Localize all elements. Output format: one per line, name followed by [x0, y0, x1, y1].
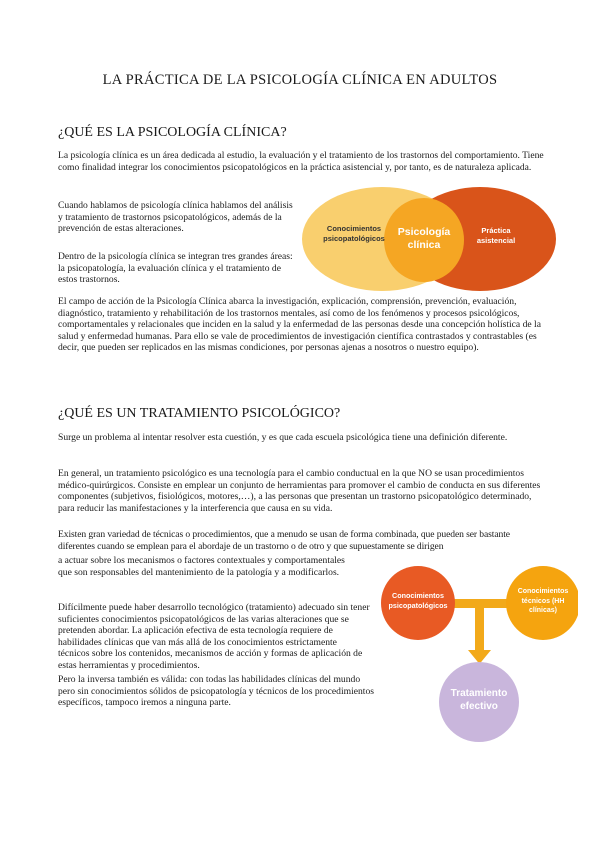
page-title: LA PRÁCTICA DE LA PSICOLOGÍA CLÍNICA EN ADULTOS: [102, 72, 498, 88]
connector-stem: [475, 606, 484, 652]
bottom-circle-label: Tratamiento efectivo: [450, 688, 508, 712]
paragraph: La psicología clínica es un área dedicada al estudio, la evaluación y el tratamiento de los trastornos del comportamiento. Tiene como finalidad integrar los conocimientos psicopatológicos en la práctica asistencial y, por tanto, es de naturaleza aplicada.: [58, 150, 544, 173]
paragraph: Cuando hablamos de psicología clínica hablamos del análisis y tratamiento de trastornos psicopatológicos, además de la prevención de estas alteraciones.: [58, 200, 293, 235]
venn-center-label: Psicología clínica: [397, 226, 451, 251]
paragraph: Dentro de la psicología clínica se integran tres grandes áreas: la psicopatología, la evaluación clínica y el tratamiento de estos trastornos.: [58, 251, 293, 286]
paragraph: Surge un problema al intentar resolver esta cuestión, y es que cada escuela psicológica tiene una definición diferente.: [58, 432, 508, 443]
paragraph: Difícilmente puede haber desarrollo tecnológico (tratamiento) adecuado sin tener suficientes conocimientos psicopatológicos de las varias alteraciones que se pretenden abordar. La aplicación efectiva de esta tecnología requiere de habilidades clínicas que van más allá de los conocimientos estrictamente técnicos sobre los contenidos, mecanismos de acción y formas de aplicación de estas herramientas y procedimientos.: [58, 602, 370, 671]
left-circle-label: Conocimientos psicopatológicos: [388, 591, 448, 610]
paragraph: En general, un tratamiento psicológico es una tecnología para el cambio conductual en la que NO se usan procedimientos médico-quirúrgicos. Consiste en emplear un conjunto de herramientas para promover el cambio de conducta en sus diferentes componentes (subjetivos, fisiológicos, motores,…), a las personas que presentan un trastorno psicopatológico determinado, para reducir las manifestaciones y la interferencia que causa en su vida.: [58, 468, 541, 514]
section-heading-tratamiento: ¿QUÉ ES UN TRATAMIENTO PSICOLÓGICO?: [58, 406, 341, 421]
right-circle-label: Conocimientos técnicos (HH clínicas): [517, 588, 569, 614]
arrow-down-icon: [468, 650, 491, 664]
venn-left-label: Conocimientos psicopatológicos: [323, 224, 385, 243]
section-heading-psicologia-clinica: ¿QUÉ ES LA PSICOLOGÍA CLÍNICA?: [58, 125, 287, 140]
venn-diagram: [300, 184, 560, 294]
treatment-diagram: [378, 560, 578, 750]
paragraph: Pero la inversa también es válida: con todas las habilidades clínicas del mundo pero sin conocimientos sólidos de psicopatología y técnicos de los procedimientos específicos, tampoco iremos a ninguna parte.: [58, 674, 374, 709]
venn-right-label: Práctica asistencial: [476, 226, 516, 245]
paragraph: El campo de acción de la Psicología Clínica abarca la investigación, explicación, comprensión, prevención, evaluación, diagnóstico, tratamiento y rehabilitación de los trastornos mentales, así como de los fenómenos y procesos psicológicos, comportamentales y relacionales que inciden en la salud y la enfermedad de las personas desde una concepción holística de la salud y enfermedad humanas. Para ello se vale de procedimientos de investigación científica contrastados y contrastables (es decir, que pueden ser replicados en las mismas condiciones, por personas ajenas a nosotros o nuestro equipo).: [58, 296, 541, 354]
paragraph: Existen gran variedad de técnicas o procedimientos, que a menudo se usan de forma combinada, que pueden ser bastante diferentes cuando se emplean para el abordaje de un trastorno o de otro y que supuestamente se dirigen: [58, 529, 510, 552]
paragraph: a actuar sobre los mecanismos o factores contextuales y comportamentales que son responsables del mantenimiento de la patología y a modificarlos.: [58, 555, 345, 578]
